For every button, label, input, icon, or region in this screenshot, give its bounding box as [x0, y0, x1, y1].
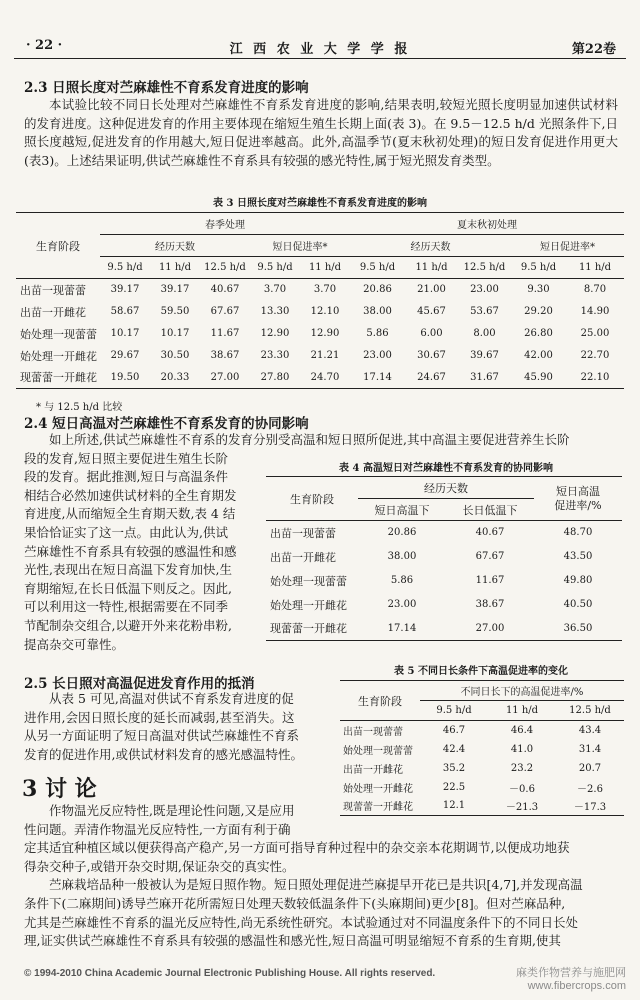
watermark-url: www.fibercrops.com — [527, 980, 626, 992]
table-5-cell: 46.4 — [510, 724, 534, 736]
table-5-stage: 出苗一现蕾蕾 — [343, 726, 403, 738]
table-row — [340, 721, 624, 740]
copyright-footer: © 1994-2010 China Academic Journal Electronic Publishing House. All rights reserved. — [24, 968, 436, 979]
table-4-cell: 5.86 — [390, 575, 414, 586]
section-2-3-title: 2.3 日照长度对苎麻雄性不育系发育进度的影响 — [24, 80, 309, 96]
table-5-cell: 46.7 — [442, 724, 466, 736]
watermark-site-name: 麻类作物营养与施肥网 — [516, 966, 626, 979]
s25-line: 从另一方面证明了短日高温对供试苎麻雄性不育系 — [24, 728, 300, 744]
table-4-cell: 17.14 — [387, 622, 417, 634]
table-3-col-header: 11 h/d — [566, 257, 624, 279]
section-3-body — [24, 802, 618, 951]
s3-line: 尤其是苎麻雄性不育系的温光反应特性,尚无系统性研究。本试验通过对不同温度条件下的不同日长处 — [24, 914, 578, 930]
s24-line: 育进度,从而缩短全生育期天数,表 4 结 — [24, 506, 236, 522]
s3-line: 条件下(二麻期间)诱导苎麻开花所需短日处理天数较低温条件下(头麻期间)更少[8]。但对苎麻品种, — [24, 895, 566, 911]
table-3-cell: 58.67 — [110, 306, 140, 317]
s24-line: 苎麻雄性不育系具有较强的感温性和感 — [24, 543, 237, 559]
table-3-cell: 3.70 — [263, 284, 287, 296]
table-5-stage: 出苗一开雌花 — [343, 764, 403, 776]
table-3-stage: 出苗一现蕾蕾 — [20, 283, 86, 297]
table-3-cell: 17.14 — [363, 371, 392, 383]
table-3-cell: 26.80 — [524, 328, 553, 339]
table-4-cell: 48.70 — [563, 527, 593, 539]
s24-line: 节配制杂交组合,以避开外来花粉串粉, — [24, 617, 232, 633]
table-5-cell: 43.4 — [578, 724, 602, 736]
s24-line: 育期缩短,在长日低温下则反之。因此, — [24, 580, 232, 596]
table-4-cell: 38.00 — [387, 551, 417, 562]
table-3-caption: 表 3 日照长度对苎麻雄性不育系发育进度的影响 — [213, 198, 427, 209]
section-2-5-body — [24, 690, 334, 764]
table-4-cell: 43.50 — [563, 551, 593, 562]
table-3-cell: 12.10 — [310, 306, 340, 317]
section-2-3-text: 本试验比较不同日长处理对苎麻雄性不育系发育进度的影响,结果表明,较短光照长度明显加速供试材料的发育进度。这种促进发育的作用主要体现在缩短生殖生长期上面(表 3)。在 9.5－12.5 h/d 光照条件下,日照长度越短,促进发育的作用越大,短日促进率越高。此外,高温季节(夏末秋初处理)的短日发育促进作用更大(表3)。上述结果证明,供试苎麻雄性不育系具有较强的感光特性,属于短光照发育类型。 — [24, 97, 618, 168]
table-3-cell: 29.20 — [524, 306, 553, 317]
table-5-caption: 表 5 不同日长条件下高温促进率的变化 — [394, 666, 568, 677]
s24-line: 段的发育。据此推测,短日与高温条件 — [24, 469, 228, 485]
section-2-5-title: 2.5 长日照对高温促进发育作用的抵消 — [24, 676, 255, 692]
table-3-cell: 39.17 — [110, 284, 140, 296]
table-3-col-header: 12.5 h/d — [200, 257, 250, 279]
s24-line: 提高杂交可靠性。 — [24, 636, 125, 652]
s25-line: 进作用,会因日照长度的延长而减弱,甚至消失。这 — [24, 709, 295, 725]
table-4-cell: 38.67 — [475, 599, 505, 610]
table-3-cell: 31.67 — [470, 371, 499, 383]
table-3-stage: 始处理一现蕾蕾 — [20, 327, 97, 341]
table-3-cell: 30.50 — [160, 350, 190, 361]
table-5-stage: 始处理一现蕾蕾 — [343, 745, 413, 757]
s3-line: 理,证实供试苎麻雄性不育系具有较强的感温性和感光性,短日高温可明显缩短不育系的生育期,使其 — [24, 933, 561, 949]
table-3-cell: 13.30 — [260, 306, 290, 317]
table-5-stage: 始处理一开雌花 — [343, 783, 413, 795]
table-3-cell: 27.80 — [260, 371, 290, 383]
table-3-cell: 22.10 — [580, 371, 610, 383]
table-row — [16, 301, 624, 323]
table-3-col-header: 11 h/d — [300, 257, 350, 279]
table-3-cell: 8.00 — [473, 328, 496, 339]
table-3-cell: 24.70 — [310, 371, 340, 383]
table-3-note: * 与 12.5 h/d 比较 — [36, 402, 123, 413]
table-3-cell: 38.67 — [210, 350, 240, 361]
table-5-col-header: 9.5 h/d — [420, 701, 488, 721]
s24-line: 段的发育,短日照主要促进生殖生长阶 — [24, 450, 228, 466]
table-4-cell: 40.67 — [475, 527, 505, 539]
table-row — [340, 759, 624, 778]
table-4 — [266, 476, 622, 641]
table-row — [16, 345, 624, 367]
table-3-cell: 14.90 — [580, 306, 610, 317]
table-3-cell: 23.00 — [470, 284, 499, 296]
page-number: · 22 · — [26, 38, 63, 53]
table-3-group-spring: 春季处理 — [100, 213, 350, 235]
table-4-rate-header-a: 短日高温 — [556, 484, 600, 498]
section-2-4-title: 2.4 短日高温对苎麻雄性不育系发育的协同影响 — [24, 416, 309, 432]
volume-label: 第22卷 — [571, 42, 616, 57]
s3-line: 苎麻栽培品种一般被认为是短日照作物。短日照处理促进苎麻提早开花已是共识[4,7],并发现高温 — [49, 877, 583, 893]
table-4-stage: 现蕾蕾一开雌花 — [270, 622, 347, 636]
table-4-cell: 20.86 — [387, 527, 417, 539]
table-5-cell: 22.5 — [442, 781, 466, 793]
table-3-cell: 27.00 — [210, 371, 240, 383]
table-3-sub-days: 经历天数 — [100, 235, 250, 257]
table-3 — [16, 212, 624, 389]
table-4-cell: 49.80 — [563, 575, 593, 586]
table-4-cell: 40.50 — [563, 599, 593, 610]
table-3-cell: 53.67 — [470, 306, 499, 317]
table-5-cell: 12.1 — [442, 800, 466, 812]
table-row — [340, 778, 624, 797]
table-3-cell: 45.90 — [524, 371, 553, 383]
table-row — [266, 569, 622, 593]
table-5-cell: 20.7 — [578, 762, 602, 774]
table-5-cell: －21.3 — [505, 802, 539, 814]
s25-line: 从表 5 可见,高温对供试不育系发育进度的促 — [49, 691, 294, 706]
table-4-cell: 23.00 — [387, 599, 417, 610]
s24-line-0: 如上所述,供试苎麻雄性不育系的发育分别受高温和短日照所促进,其中高温主要促进营养生长阶 — [49, 432, 570, 447]
table-3-cell: 23.30 — [260, 350, 290, 361]
table-4-sub2: 长日低温下 — [446, 499, 534, 521]
table-3-cell: 24.67 — [417, 371, 446, 383]
table-5-cell: 23.2 — [510, 762, 534, 774]
table-3-cell: 67.67 — [210, 306, 240, 317]
table-3-cell: 9.30 — [527, 284, 550, 296]
table-3-sub-rate: 短日促进率* — [250, 235, 350, 257]
s3-line: 定其适宜种植区域以便获得高产稳产,另一方面可指导育种过程中的杂交亲本花期调节,以便成功地获 — [24, 840, 570, 856]
table-3-stage: 出苗一开雌花 — [20, 305, 86, 319]
table-4-rate-header — [534, 477, 622, 521]
table-3-col-header: 12.5 h/d — [458, 257, 511, 279]
table-3-col-header: 9.5 h/d — [250, 257, 300, 279]
section-2-4-body — [24, 431, 618, 450]
s24-line: 相结合必然加速供试材料的全生育期发 — [24, 487, 237, 503]
table-5-cell: 35.2 — [442, 762, 466, 774]
table-5 — [340, 680, 624, 816]
table-3-cell: 19.50 — [110, 371, 140, 383]
table-4-stage: 始处理一现蕾蕾 — [270, 574, 347, 588]
table-3-col-header: 11 h/d — [405, 257, 458, 279]
table-3-col-header: 9.5 h/d — [350, 257, 405, 279]
table-3-cell: 30.67 — [417, 350, 446, 361]
table-3-cell: 5.86 — [366, 328, 389, 339]
table-4-sub1: 短日高温下 — [358, 499, 446, 521]
table-5-cell: 42.4 — [442, 743, 466, 755]
s3-line: 作物温光反应特性,既是理论性问题,又是应用 — [49, 803, 295, 818]
table-4-stage: 始处理一开雌花 — [270, 598, 347, 612]
table-4-stage: 出苗一现蕾蕾 — [270, 526, 336, 540]
table-row — [16, 367, 624, 389]
table-5-col-header: 12.5 h/d — [556, 701, 624, 721]
table-3-cell: 23.00 — [363, 350, 392, 361]
table-3-cell: 21.21 — [310, 350, 340, 361]
s24-line: 可以利用这一特性,根据需要在不同季 — [24, 599, 228, 615]
table-3-cell: 21.00 — [417, 284, 446, 296]
journal-title: 江 西 农 业 大 学 学 报 — [229, 42, 411, 57]
table-3-cell: 29.67 — [110, 350, 140, 361]
table-5-cell: 31.4 — [578, 743, 602, 755]
table-3-cell: 10.17 — [160, 328, 190, 339]
table-3-cell: 6.00 — [420, 328, 443, 339]
table-4-cell: 27.00 — [475, 622, 505, 634]
section-3-title: 3 讨 论 — [22, 776, 97, 802]
table-4-cell: 67.67 — [475, 551, 505, 562]
table-row — [266, 593, 622, 617]
table-3-cell: 42.00 — [524, 350, 553, 361]
s3-line: 性问题。弄清作物温光反应特性,一方面有利于确 — [24, 821, 291, 837]
table-3-cell: 38.00 — [363, 306, 392, 317]
table-3-stage: 始处理一开雌花 — [20, 349, 97, 363]
table-5-col-header: 11 h/d — [488, 701, 556, 721]
table-4-caption: 表 4 高温短日对苎麻雄性不育系发育的协同影响 — [339, 463, 553, 474]
table-4-stage-header: 生育阶段 — [266, 477, 358, 521]
table-5-cell: －17.3 — [573, 802, 607, 814]
table-3-cell: 22.70 — [580, 350, 610, 361]
table-3-cell: 20.33 — [160, 371, 190, 383]
table-3-cell: 12.90 — [260, 328, 290, 339]
table-3-cell: 20.86 — [363, 284, 392, 296]
table-3-sub-days: 经历天数 — [350, 235, 511, 257]
table-3-cell: 3.70 — [313, 284, 337, 296]
table-3-stage: 现蕾蕾一开雌花 — [20, 371, 97, 385]
table-3-cell: 39.67 — [470, 350, 499, 361]
table-3-col-header: 11 h/d — [150, 257, 200, 279]
table-5-stage: 现蕾蕾一开雌花 — [343, 802, 413, 814]
table-3-cell: 59.50 — [160, 306, 190, 317]
table-row — [340, 740, 624, 759]
table-row — [266, 545, 622, 569]
section-2-3-body — [24, 96, 618, 170]
table-5-cell: －0.6 — [509, 783, 535, 795]
table-row — [266, 617, 622, 641]
table-3-sub-rate: 短日促进率* — [511, 235, 624, 257]
table-4-cell: 36.50 — [563, 622, 593, 634]
table-5-group: 不同日长下的高温促进率/% — [420, 681, 624, 701]
table-4-group: 经历天数 — [358, 477, 534, 499]
s24-line: 果恰恰证实了这一点。由此认为,供试 — [24, 524, 228, 540]
table-3-cell: 8.70 — [583, 284, 607, 296]
table-3-stage-header: 生育阶段 — [16, 213, 100, 279]
table-5-cell: －2.6 — [577, 783, 603, 795]
table-3-cell: 40.67 — [210, 284, 240, 296]
table-row — [16, 323, 624, 345]
s25-line: 发育的促进作用,或供试材料发育的感光感温特性。 — [24, 746, 303, 762]
table-4-stage: 出苗一开雌花 — [270, 550, 336, 564]
table-row — [266, 521, 622, 545]
table-3-cell: 12.90 — [310, 328, 340, 339]
section-2-4-column — [24, 450, 264, 655]
table-3-cell: 39.17 — [160, 284, 190, 296]
s24-line: 光性,表现出在短日高温下发育加快,生 — [24, 562, 232, 578]
s3-line: 得杂交种子,或错开杂交时期,保证杂交的真实性。 — [24, 858, 295, 874]
table-4-cell: 11.67 — [475, 575, 505, 586]
table-3-cell: 10.17 — [110, 328, 140, 339]
table-3-col-header: 9.5 h/d — [100, 257, 150, 279]
table-3-cell: 25.00 — [580, 328, 610, 339]
running-header — [14, 36, 626, 59]
table-5-cell: 41.0 — [510, 743, 534, 755]
table-3-cell: 45.67 — [417, 306, 446, 317]
table-row — [16, 279, 624, 301]
table-5-stage-header: 生育阶段 — [340, 681, 420, 721]
table-4-rate-header-b: 促进率/% — [554, 498, 602, 512]
table-3-col-header: 9.5 h/d — [511, 257, 566, 279]
table-3-group-summer: 夏末秋初处理 — [350, 213, 624, 235]
table-3-cell: 11.67 — [210, 328, 240, 339]
